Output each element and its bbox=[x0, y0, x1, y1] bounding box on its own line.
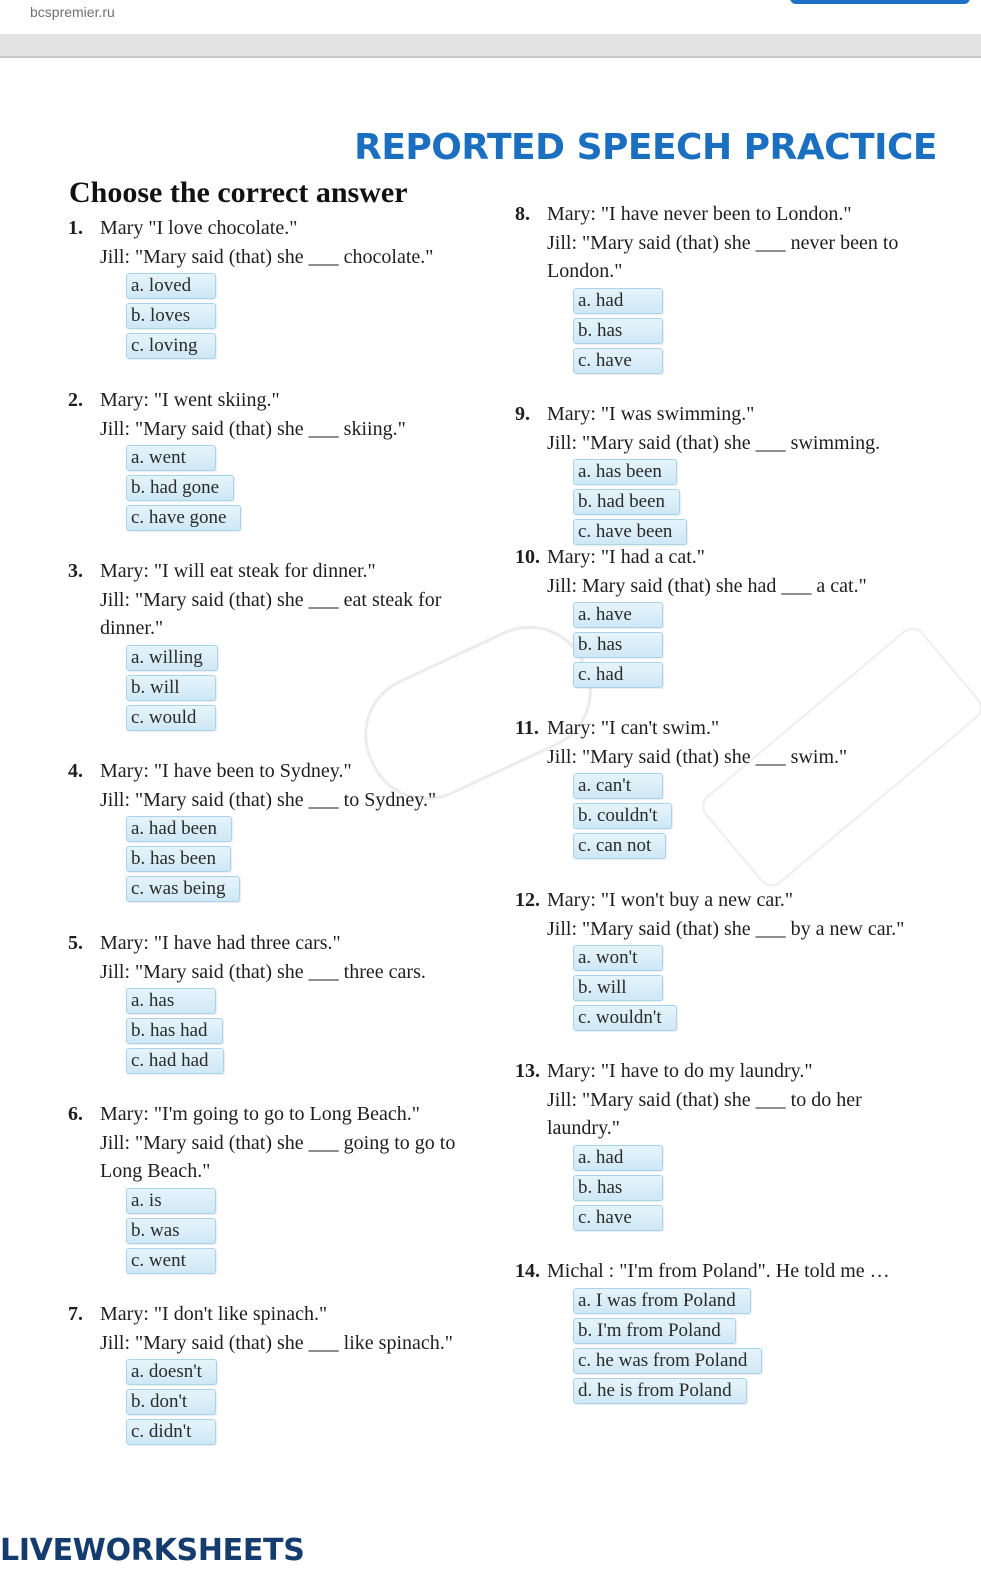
answer-option[interactable]: c. had had bbox=[126, 1048, 224, 1074]
question-text bbox=[547, 886, 904, 943]
answer-option[interactable]: c. have bbox=[573, 348, 663, 374]
answer-option[interactable]: c. had bbox=[573, 662, 663, 688]
question-6 bbox=[68, 1100, 455, 1278]
answer-options bbox=[573, 1288, 890, 1404]
answer-options bbox=[126, 1188, 455, 1274]
answer-option[interactable]: c. would bbox=[126, 705, 216, 731]
answer-option[interactable]: c. have gone bbox=[126, 505, 241, 531]
site-domain: bcspremier.ru bbox=[30, 4, 115, 20]
question-text bbox=[100, 929, 426, 986]
question-line: Mary: "I went skiing." bbox=[100, 389, 280, 411]
answer-option[interactable]: c. went bbox=[126, 1248, 216, 1274]
question-text bbox=[100, 386, 406, 443]
question-text bbox=[547, 714, 847, 771]
question-2 bbox=[68, 386, 406, 535]
answer-option[interactable]: c. can not bbox=[573, 833, 666, 859]
question-line: Mary: "I have been to Sydney." bbox=[100, 760, 352, 782]
question-text bbox=[100, 1300, 453, 1357]
answer-option[interactable]: c. was being bbox=[126, 876, 240, 902]
answer-option[interactable]: a. won't bbox=[573, 945, 663, 971]
answer-options bbox=[573, 1145, 862, 1231]
answer-options bbox=[573, 459, 880, 545]
question-number: 8. bbox=[515, 203, 530, 225]
question-number: 5. bbox=[68, 932, 83, 954]
question-3 bbox=[68, 557, 441, 735]
question-number: 7. bbox=[68, 1303, 83, 1325]
question-line: Mary: "I won't buy a new car." bbox=[547, 889, 793, 911]
question-5 bbox=[68, 929, 426, 1078]
question-10 bbox=[515, 543, 867, 692]
answer-options bbox=[126, 645, 441, 731]
question-line: Mary: "I will eat steak for dinner." bbox=[100, 560, 376, 582]
question-line: Michal : "I'm from Poland". He told me … bbox=[547, 1260, 890, 1282]
question-line: laundry." bbox=[547, 1117, 620, 1139]
answer-option[interactable]: a. had been bbox=[126, 816, 232, 842]
answer-option[interactable]: b. don't bbox=[126, 1389, 216, 1415]
question-9 bbox=[515, 400, 880, 549]
question-line: Jill: "Mary said (that) she ___ to Sydney." bbox=[100, 788, 437, 811]
answer-options bbox=[573, 288, 898, 374]
question-line: Jill: "Mary said (that) she ___ to do her bbox=[547, 1088, 862, 1111]
separator-band bbox=[0, 34, 981, 58]
answer-option[interactable]: b. has bbox=[573, 632, 663, 658]
answer-options bbox=[126, 445, 406, 531]
question-11 bbox=[515, 714, 847, 863]
browser-top-bar bbox=[0, 0, 981, 34]
answer-option[interactable]: a. have bbox=[573, 602, 663, 628]
question-number: 2. bbox=[68, 389, 83, 411]
question-line: Jill: "Mary said (that) she ___ swimming. bbox=[547, 431, 881, 454]
question-text bbox=[547, 400, 880, 457]
answer-option[interactable]: a. doesn't bbox=[126, 1359, 217, 1385]
answer-option[interactable]: a. can't bbox=[573, 773, 663, 799]
question-line: Mary "I love chocolate." bbox=[100, 217, 298, 239]
answer-option[interactable]: b. had been bbox=[573, 489, 680, 515]
question-line: Mary: "I have to do my laundry." bbox=[547, 1060, 813, 1082]
answer-option[interactable]: b. will bbox=[573, 975, 663, 1001]
question-line: Mary: "I don't like spinach." bbox=[100, 1303, 328, 1325]
question-line: Jill: "Mary said (that) she ___ going to go to bbox=[100, 1131, 456, 1154]
answer-options bbox=[126, 816, 436, 902]
question-7 bbox=[68, 1300, 453, 1449]
question-8 bbox=[515, 200, 898, 378]
question-line: Jill: "Mary said (that) she ___ skiing." bbox=[100, 417, 406, 440]
answer-option[interactable]: c. have bbox=[573, 1205, 663, 1231]
instructions-heading: Choose the correct answer bbox=[69, 176, 408, 209]
answer-option[interactable]: a. had bbox=[573, 1145, 663, 1171]
question-line: Jill: "Mary said (that) she ___ swim." bbox=[547, 745, 848, 768]
question-number: 14. bbox=[515, 1260, 540, 1282]
question-line: Mary: "I can't swim." bbox=[547, 717, 720, 739]
answer-option[interactable]: c. he was from Poland bbox=[573, 1348, 762, 1374]
question-number: 11. bbox=[515, 717, 539, 739]
top-button[interactable] bbox=[790, 0, 970, 4]
question-line: Mary: "I had a cat." bbox=[547, 546, 705, 568]
answer-options bbox=[126, 273, 433, 359]
question-line: Mary: "I have never been to London." bbox=[547, 203, 852, 225]
answer-option[interactable]: a. went bbox=[126, 445, 216, 471]
question-number: 13. bbox=[515, 1060, 540, 1082]
question-line: Long Beach." bbox=[100, 1160, 211, 1182]
answer-option[interactable]: b. I'm from Poland bbox=[573, 1318, 736, 1344]
question-1 bbox=[68, 214, 433, 363]
answer-option[interactable]: a. loved bbox=[126, 273, 216, 299]
question-line: Jill: "Mary said (that) she ___ eat steak for bbox=[100, 588, 442, 611]
answer-option[interactable]: b. loves bbox=[126, 303, 216, 329]
answer-option[interactable]: c. loving bbox=[126, 333, 216, 359]
worksheet-title: REPORTED SPEECH PRACTICE bbox=[354, 127, 937, 168]
question-text bbox=[100, 557, 441, 643]
question-number: 9. bbox=[515, 403, 530, 425]
question-text bbox=[547, 200, 898, 286]
question-number: 6. bbox=[68, 1103, 83, 1125]
answer-option[interactable]: a. I was from Poland bbox=[573, 1288, 751, 1314]
answer-option[interactable]: a. has been bbox=[573, 459, 677, 485]
question-text bbox=[100, 1100, 455, 1186]
question-text bbox=[100, 214, 433, 271]
answer-option[interactable]: b. has had bbox=[126, 1018, 223, 1044]
answer-option[interactable]: b. has been bbox=[126, 846, 231, 872]
question-number: 1. bbox=[68, 217, 83, 239]
question-line: Jill: "Mary said (that) she ___ by a new car." bbox=[547, 917, 905, 940]
answer-option[interactable]: a. is bbox=[126, 1188, 216, 1214]
answer-option[interactable]: b. was bbox=[126, 1218, 216, 1244]
question-line: Mary: "I was swimming." bbox=[547, 403, 755, 425]
question-number: 10. bbox=[515, 546, 540, 568]
answer-option[interactable]: a. willing bbox=[126, 645, 218, 671]
question-text bbox=[547, 543, 867, 600]
question-line: London." bbox=[547, 260, 623, 282]
answer-option[interactable]: b. couldn't bbox=[573, 803, 672, 829]
answer-option[interactable]: c. didn't bbox=[126, 1419, 216, 1445]
question-line: Jill: "Mary said (that) she ___ three cars. bbox=[100, 960, 426, 983]
answer-options bbox=[573, 773, 847, 859]
question-line: Mary: "I have had three cars." bbox=[100, 932, 341, 954]
question-line: dinner." bbox=[100, 617, 164, 639]
question-number: 3. bbox=[68, 560, 83, 582]
answer-option[interactable]: b. has bbox=[573, 1175, 663, 1201]
question-14 bbox=[515, 1257, 890, 1408]
answer-option[interactable]: a. has bbox=[126, 988, 216, 1014]
answer-option[interactable]: b. will bbox=[126, 675, 216, 701]
answer-options bbox=[126, 988, 426, 1074]
question-number: 4. bbox=[68, 760, 83, 782]
liveworksheets-logo: LIVEWORKSHEETS bbox=[0, 1533, 305, 1568]
question-line: Jill: "Mary said (that) she ___ chocolate." bbox=[100, 245, 434, 268]
question-line: Mary: "I'm going to go to Long Beach." bbox=[100, 1103, 420, 1125]
answer-option[interactable]: a. had bbox=[573, 288, 663, 314]
answer-option[interactable]: d. he is from Poland bbox=[573, 1378, 747, 1404]
question-text bbox=[100, 757, 436, 814]
question-number: 12. bbox=[515, 889, 540, 911]
question-text bbox=[547, 1057, 862, 1143]
answer-option[interactable]: c. have been bbox=[573, 519, 687, 545]
answer-options bbox=[573, 602, 867, 688]
question-line: Jill: "Mary said (that) she ___ like spinach." bbox=[100, 1331, 453, 1354]
answer-options bbox=[126, 1359, 453, 1445]
question-4 bbox=[68, 757, 436, 906]
answer-option[interactable]: b. had gone bbox=[126, 475, 234, 501]
answer-options bbox=[573, 945, 904, 1031]
question-text bbox=[547, 1257, 890, 1286]
question-line: Jill: Mary said (that) she had ___ a cat." bbox=[547, 574, 867, 597]
question-13 bbox=[515, 1057, 862, 1235]
question-12 bbox=[515, 886, 904, 1035]
answer-option[interactable]: c. wouldn't bbox=[573, 1005, 677, 1031]
answer-option[interactable]: b. has bbox=[573, 318, 663, 344]
question-line: Jill: "Mary said (that) she ___ never been to bbox=[547, 231, 899, 254]
